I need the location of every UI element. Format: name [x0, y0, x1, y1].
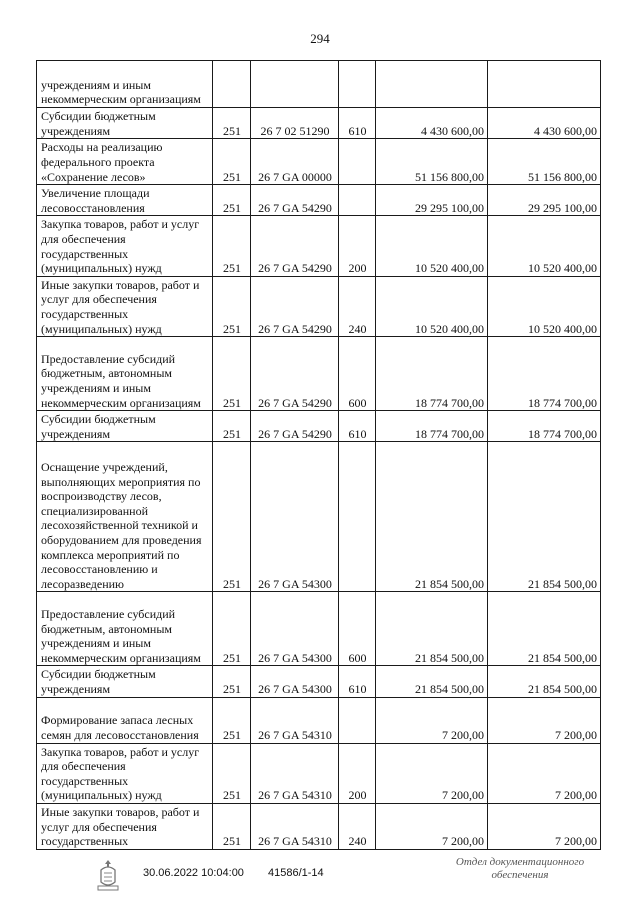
table-row — [37, 743, 601, 803]
row-grbs: 251 — [213, 139, 251, 185]
row-grbs: 251 — [213, 592, 251, 666]
row-vr: 600 — [339, 337, 376, 411]
coat-of-arms-icon — [94, 858, 122, 892]
table-row — [37, 803, 601, 849]
row-vr: 610 — [339, 411, 376, 442]
row-csr: 26 7 GA 54310 — [251, 803, 339, 849]
department-stamp — [445, 856, 595, 882]
row-vr: 240 — [339, 276, 376, 336]
row-sum-2: 7 200,00 — [488, 803, 601, 849]
row-vr: 200 — [339, 216, 376, 276]
row-vr — [339, 442, 376, 592]
row-grbs — [213, 61, 251, 108]
row-csr: 26 7 GA 54290 — [251, 185, 339, 216]
row-sum-2 — [488, 61, 601, 108]
row-sum-1: 18 774 700,00 — [376, 337, 488, 411]
row-vr — [339, 185, 376, 216]
row-sum-2: 4 430 600,00 — [488, 108, 601, 139]
row-csr: 26 7 GA 54290 — [251, 276, 339, 336]
row-vr: 610 — [339, 108, 376, 139]
row-csr: 26 7 GA 54300 — [251, 666, 339, 697]
row-csr: 26 7 GA 54290 — [251, 337, 339, 411]
table-row — [37, 276, 601, 336]
row-grbs: 251 — [213, 666, 251, 697]
row-sum-2: 10 520 400,00 — [488, 216, 601, 276]
row-name: Закупка товаров, работ и услуг для обеспечения государственных (муниципальных) нужд — [37, 743, 213, 803]
row-name: Формирование запаса лесных семян для лесовосстановления — [37, 697, 213, 743]
row-sum-2: 51 156 800,00 — [488, 139, 601, 185]
row-sum-1: 7 200,00 — [376, 697, 488, 743]
row-sum-1: 10 520 400,00 — [376, 216, 488, 276]
row-name: учреждениям и иным некоммерческим организациям — [37, 61, 213, 108]
row-vr: 600 — [339, 592, 376, 666]
row-name: Иные закупки товаров, работ и услуг для обеспечения государственных (муниципальных) нужд — [37, 276, 213, 336]
row-sum-1: 51 156 800,00 — [376, 139, 488, 185]
table-row — [37, 185, 601, 216]
row-csr — [251, 61, 339, 108]
table-row — [37, 592, 601, 666]
row-sum-2: 10 520 400,00 — [488, 276, 601, 336]
table-row — [37, 108, 601, 139]
row-vr: 610 — [339, 666, 376, 697]
row-sum-2: 21 854 500,00 — [488, 442, 601, 592]
row-grbs: 251 — [213, 185, 251, 216]
row-grbs: 251 — [213, 337, 251, 411]
table-row — [37, 216, 601, 276]
row-csr: 26 7 GA 54300 — [251, 592, 339, 666]
budget-table — [36, 60, 601, 850]
page-footer — [0, 858, 640, 898]
row-sum-1: 7 200,00 — [376, 803, 488, 849]
row-sum-1: 18 774 700,00 — [376, 411, 488, 442]
row-grbs: 251 — [213, 442, 251, 592]
row-csr: 26 7 GA 54290 — [251, 216, 339, 276]
footer-reg-number: 41586/1-14 — [268, 867, 324, 879]
row-sum-2: 7 200,00 — [488, 697, 601, 743]
row-grbs: 251 — [213, 411, 251, 442]
row-name: Субсидии бюджетным учреждениям — [37, 108, 213, 139]
row-sum-2: 18 774 700,00 — [488, 411, 601, 442]
row-sum-1: 21 854 500,00 — [376, 666, 488, 697]
row-sum-1 — [376, 61, 488, 108]
row-vr — [339, 697, 376, 743]
row-sum-2: 7 200,00 — [488, 743, 601, 803]
table-row — [37, 697, 601, 743]
table-row — [37, 666, 601, 697]
stamp-line-1: Отдел документационного — [455, 856, 585, 868]
row-sum-1: 4 430 600,00 — [376, 108, 488, 139]
row-name: Предоставление субсидий бюджетным, автономным учреждениям и иным некоммерческим организациям — [37, 337, 213, 411]
row-sum-2: 21 854 500,00 — [488, 592, 601, 666]
row-name: Иные закупки товаров, работ и услуг для обеспечения государственных — [37, 803, 213, 849]
row-sum-2: 21 854 500,00 — [488, 666, 601, 697]
row-csr: 26 7 GA 00000 — [251, 139, 339, 185]
stamp-line-2: обеспечения — [491, 869, 549, 881]
table-row — [37, 139, 601, 185]
row-sum-1: 21 854 500,00 — [376, 592, 488, 666]
row-sum-1: 7 200,00 — [376, 743, 488, 803]
row-csr: 26 7 GA 54290 — [251, 411, 339, 442]
row-name: Оснащение учреждений, выполняющих мероприятия по воспроизводству лесов, специализированной лесохозяйственной техникой и оборудованием для проведения комплекса мероприятий по лесовосстановлению и лесоразведению — [37, 442, 213, 592]
row-name: Закупка товаров, работ и услуг для обеспечения государственных (муниципальных) нужд — [37, 216, 213, 276]
row-sum-1: 10 520 400,00 — [376, 276, 488, 336]
row-csr: 26 7 GA 54310 — [251, 743, 339, 803]
row-grbs: 251 — [213, 276, 251, 336]
row-csr: 26 7 GA 54300 — [251, 442, 339, 592]
row-grbs: 251 — [213, 216, 251, 276]
row-csr: 26 7 02 51290 — [251, 108, 339, 139]
row-sum-1: 29 295 100,00 — [376, 185, 488, 216]
row-vr — [339, 61, 376, 108]
row-vr — [339, 139, 376, 185]
row-vr: 240 — [339, 803, 376, 849]
row-name: Расходы на реализацию федерального проекта «Сохранение лесов» — [37, 139, 213, 185]
row-name: Предоставление субсидий бюджетным, автономным учреждениям и иным некоммерческим организациям — [37, 592, 213, 666]
row-grbs: 251 — [213, 803, 251, 849]
page-number: 294 — [310, 31, 330, 46]
row-vr: 200 — [339, 743, 376, 803]
row-name: Субсидии бюджетным учреждениям — [37, 666, 213, 697]
footer-datetime: 30.06.2022 10:04:00 — [143, 867, 244, 879]
row-sum-1: 21 854 500,00 — [376, 442, 488, 592]
table-row — [37, 411, 601, 442]
row-grbs: 251 — [213, 697, 251, 743]
row-sum-2: 29 295 100,00 — [488, 185, 601, 216]
table-row — [37, 61, 601, 108]
row-grbs: 251 — [213, 108, 251, 139]
row-name: Увеличение площади лесовосстановления — [37, 185, 213, 216]
table-row — [37, 337, 601, 411]
row-sum-2: 18 774 700,00 — [488, 337, 601, 411]
table-row — [37, 442, 601, 592]
row-csr: 26 7 GA 54310 — [251, 697, 339, 743]
row-name: Субсидии бюджетным учреждениям — [37, 411, 213, 442]
row-grbs: 251 — [213, 743, 251, 803]
